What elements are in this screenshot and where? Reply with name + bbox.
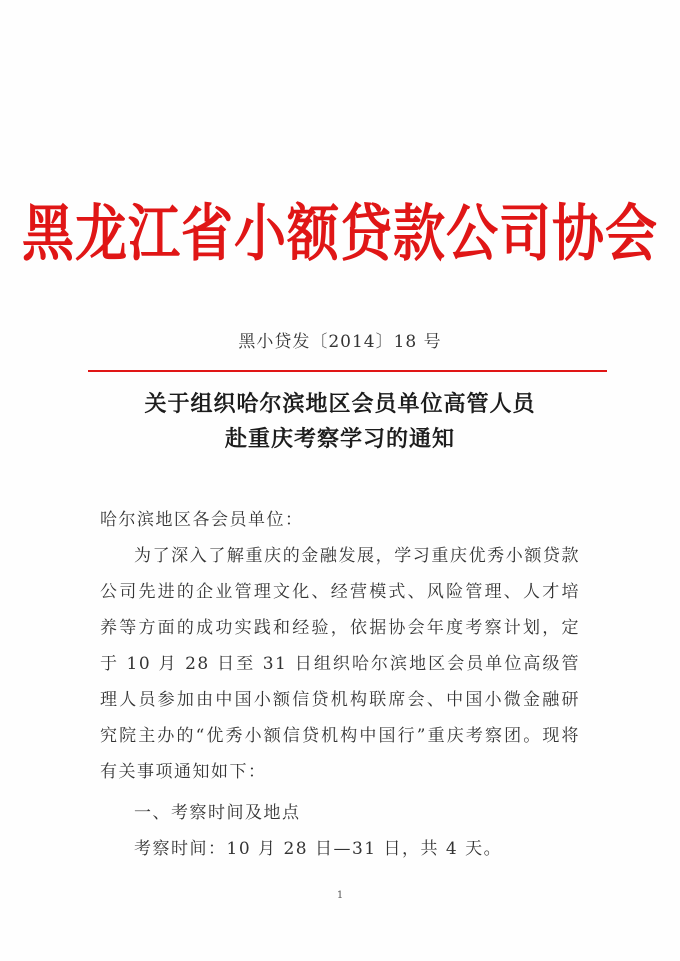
notice-title [0, 387, 680, 457]
salutation: 哈尔滨地区各会员单位： [100, 510, 304, 530]
red-divider-line [88, 370, 607, 372]
section-heading: 一、考察时间及地点 [134, 803, 301, 823]
document-number: 黑小贷发〔2014〕18 号 [238, 332, 442, 352]
exam-time-line: 考察时间：10 月 28 日—31 日，共 4 天。 [134, 839, 503, 859]
body-paragraph: 为了深入了解重庆的金融发展，学习重庆优秀小额贷款公司先进的企业管理文化、经营模式、风险管理、人才培养等方面的成功实践和经验，依据协会年度考察计划，定于 10 月 28 日至 31 日组织哈尔滨地区会员单位高级管理人员参加由中国小额信贷机构联席会、中国小微金融研究院主办的“优秀小额信贷机构中国行”重庆考察团。现将有关事项通知如下： [100, 546, 580, 782]
notice-title-line-2: 赴重庆考察学习的通知 [224, 426, 455, 452]
page-number: 1 [336, 890, 344, 901]
notice-title-line-1: 关于组织哈尔滨地区会员单位高管人员 [144, 391, 536, 417]
org-masthead: 黑龙江省小额贷款公司协会 [21, 197, 658, 270]
